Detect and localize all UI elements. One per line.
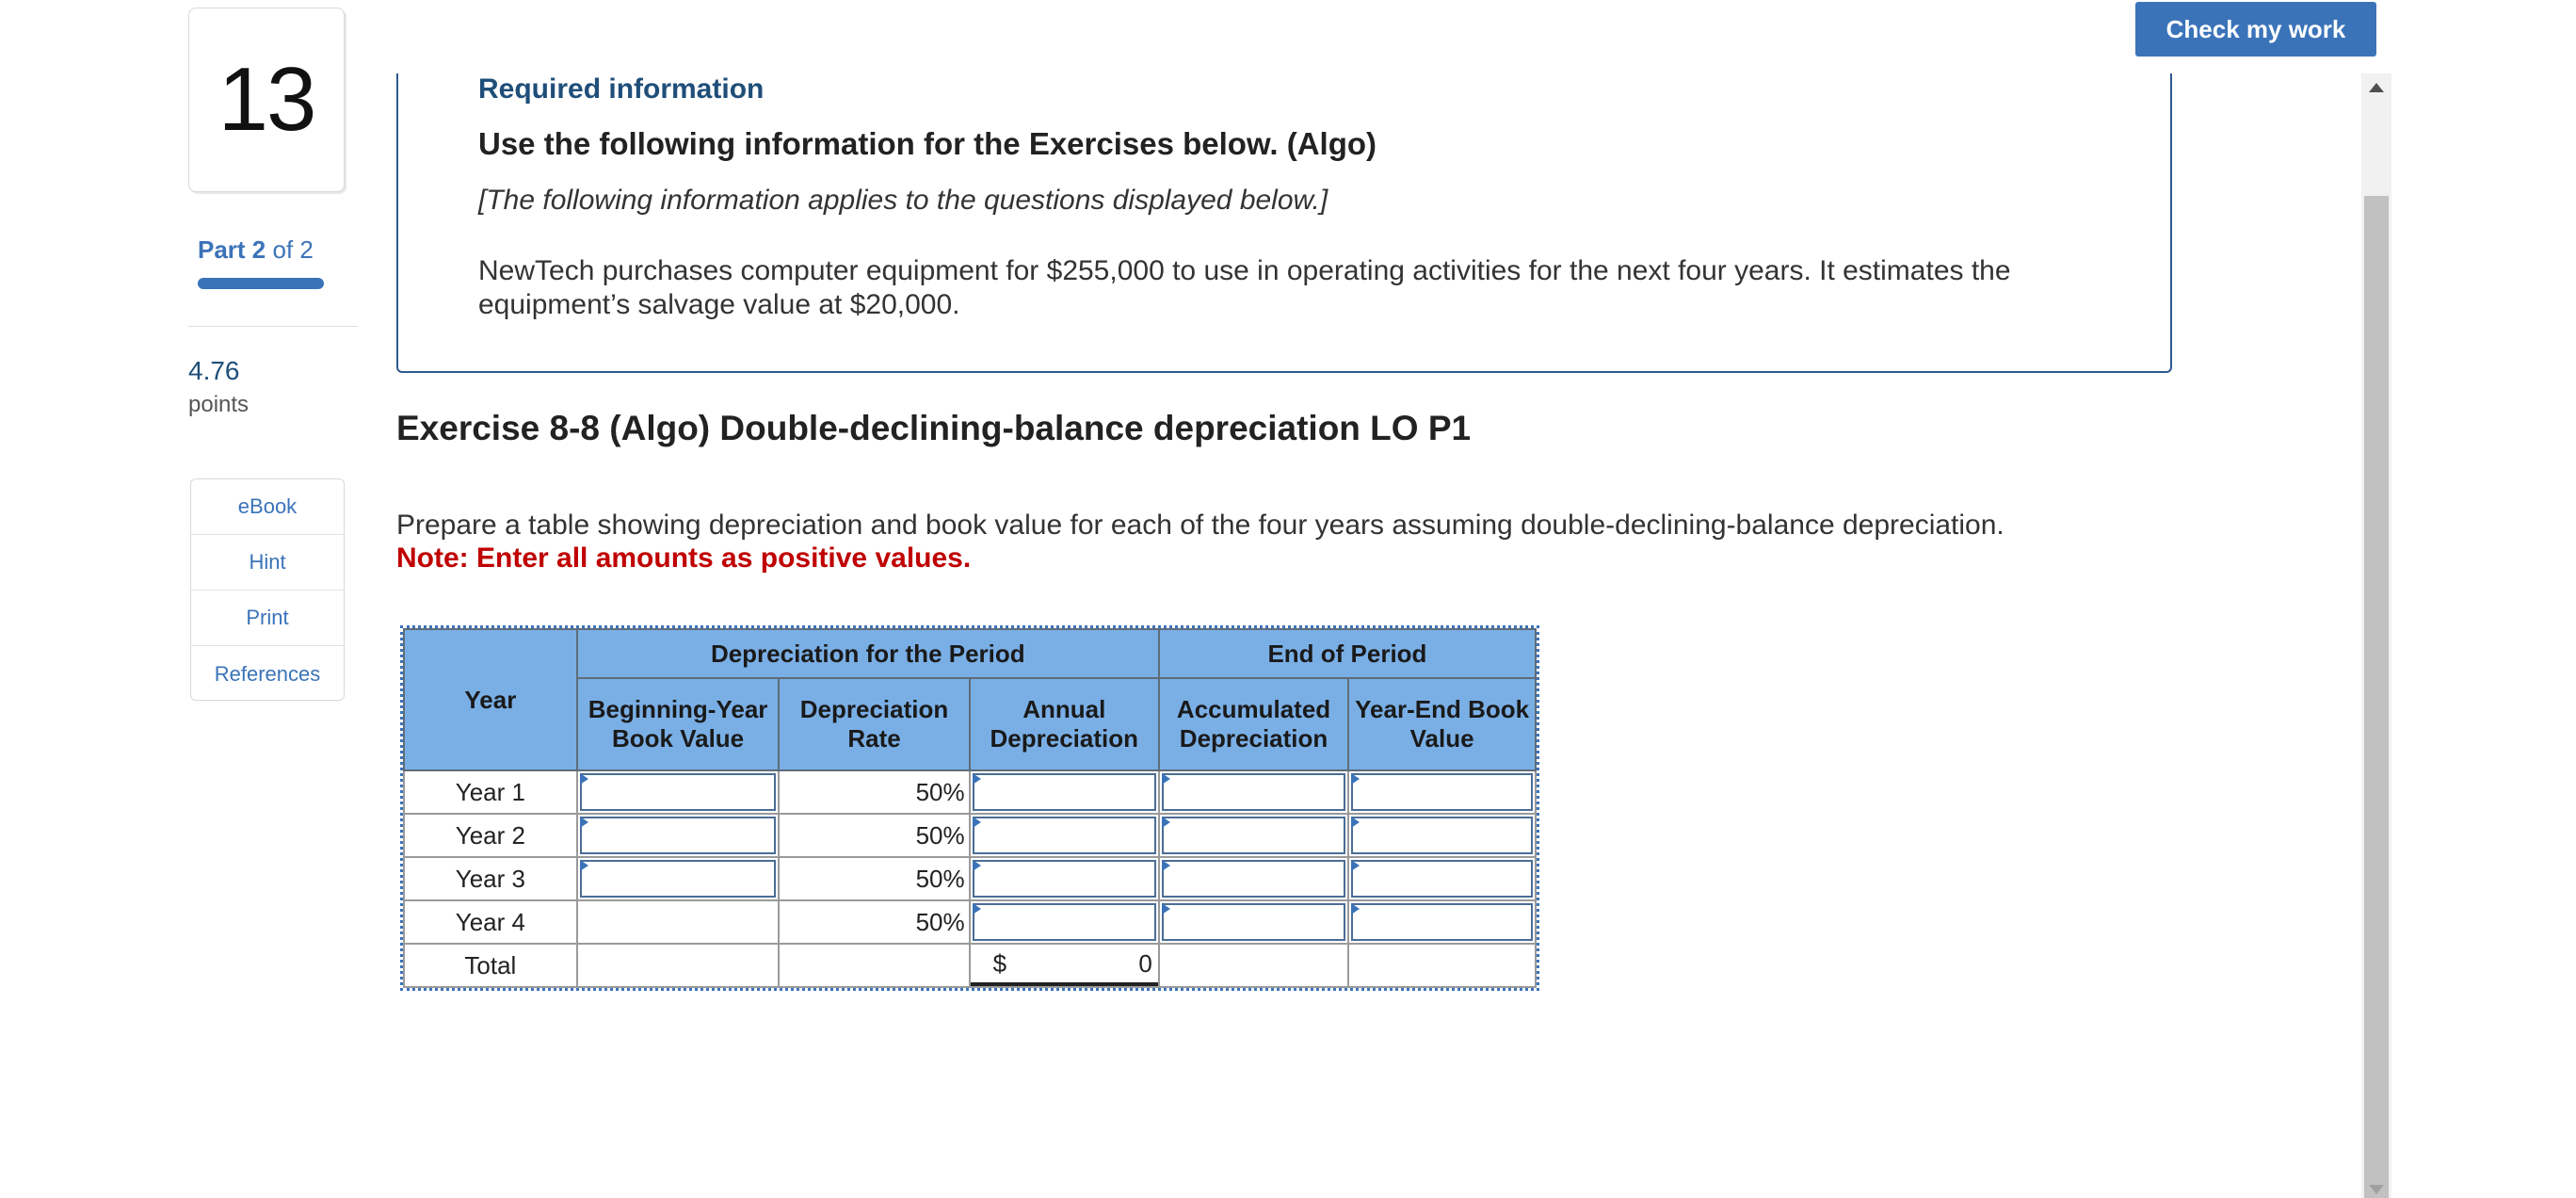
- annual-depreciation-input[interactable]: [973, 903, 1156, 941]
- part-current: Part 2: [198, 235, 266, 264]
- table-row: [404, 900, 1536, 944]
- accumulated-depreciation-cell: [1159, 770, 1348, 814]
- part-total: of 2: [266, 235, 314, 264]
- exercise-instruction: Prepare a table showing depreciation and book value for each of the four years assuming double-declining-balance depreciation.: [396, 510, 2004, 541]
- ebook-link[interactable]: eBook: [191, 479, 344, 535]
- row-year-label: Year 1: [404, 770, 577, 814]
- depreciation-table: [403, 628, 1537, 988]
- beginning-book-value-cell: [577, 770, 780, 814]
- scroll-down-arrow-icon[interactable]: [2369, 1185, 2384, 1194]
- scrollbar-thumb[interactable]: [2364, 196, 2389, 1198]
- accumulated-depreciation-cell: [1159, 900, 1348, 944]
- accumulated-depreciation-input[interactable]: [1162, 860, 1345, 898]
- header-accumulated-depreciation: Accumulated Depreciation: [1159, 678, 1348, 770]
- year-end-book-value-input[interactable]: [1351, 860, 1533, 898]
- required-info-title: Required information: [478, 73, 765, 105]
- header-end-of-period: End of Period: [1159, 629, 1536, 678]
- row-year-label: Year 3: [404, 857, 577, 900]
- total-annual-depreciation-cell: [970, 944, 1159, 987]
- accumulated-depreciation-input[interactable]: [1162, 903, 1345, 941]
- year-end-book-value-input[interactable]: [1351, 773, 1533, 811]
- total-label: Total: [404, 944, 577, 987]
- annual-depreciation-input[interactable]: [973, 773, 1156, 811]
- check-my-work-button[interactable]: Check my work: [2135, 2, 2376, 57]
- exercise-title: Exercise 8-8 (Algo) Double-declining-balance depreciation LO P1: [396, 409, 1472, 447]
- currency-symbol: $: [992, 948, 1007, 978]
- required-info-box: [396, 73, 2172, 373]
- print-link[interactable]: Print: [191, 591, 344, 646]
- header-annual-depreciation: Annual Depreciation: [970, 678, 1159, 770]
- part-indicator: [198, 235, 314, 265]
- year-end-book-value-input[interactable]: [1351, 903, 1533, 941]
- beginning-book-value-input[interactable]: [580, 773, 777, 811]
- part-progress-bar: [198, 278, 324, 289]
- depreciation-rate-value: 50%: [915, 864, 965, 893]
- year-end-book-value-input[interactable]: [1351, 817, 1533, 854]
- total-annual-depreciation: [971, 945, 1158, 986]
- year-end-book-value-cell: [1348, 814, 1536, 857]
- row-year-label: Year 4: [404, 900, 577, 944]
- accumulated-depreciation-input[interactable]: [1162, 773, 1345, 811]
- header-year-end-book-value: Year-End Book Value: [1348, 678, 1536, 770]
- beginning-book-value-input[interactable]: [580, 817, 777, 854]
- header-depreciation-period: Depreciation for the Period: [577, 629, 1159, 678]
- beginning-book-value-cell: [577, 857, 780, 900]
- info-heading: Use the following information for the Exercises below. (Algo): [478, 126, 1377, 161]
- annual-depreciation-cell: [970, 900, 1159, 944]
- header-beginning-book-value: Beginning-Year Book Value: [577, 678, 780, 770]
- depreciation-rate-cell: [779, 770, 969, 814]
- info-italic-note: [The following information applies to the questions displayed below.]: [478, 185, 1328, 216]
- depreciation-rate-value: 50%: [915, 907, 965, 936]
- exercise-note: Note: Enter all amounts as positive values.: [396, 542, 972, 574]
- depreciation-rate-cell: [779, 900, 969, 944]
- header-depreciation-rate: Depreciation Rate: [779, 678, 969, 770]
- accumulated-depreciation-input[interactable]: [1162, 817, 1345, 854]
- total-row: [404, 944, 1536, 987]
- accumulated-depreciation-cell: [1159, 814, 1348, 857]
- depreciation-rate-cell: [779, 857, 969, 900]
- beginning-book-value-cell: [577, 814, 780, 857]
- depreciation-table-wrapper: [400, 625, 1539, 991]
- header-year: Year: [404, 629, 577, 770]
- total-blank-cell: [577, 944, 780, 987]
- year-end-book-value-cell: [1348, 857, 1536, 900]
- depreciation-rate-cell: [779, 814, 969, 857]
- total-blank-cell: [779, 944, 969, 987]
- resource-tools: [190, 478, 345, 701]
- question-number: 13: [188, 8, 345, 192]
- annual-depreciation-input[interactable]: [973, 860, 1156, 898]
- table-row: [404, 814, 1536, 857]
- table-row: [404, 857, 1536, 900]
- total-blank-cell: [1348, 944, 1536, 987]
- total-value: 0: [1138, 948, 1152, 978]
- year-end-book-value-cell: [1348, 770, 1536, 814]
- annual-depreciation-cell: [970, 814, 1159, 857]
- annual-depreciation-cell: [970, 857, 1159, 900]
- sidebar-divider: [188, 326, 358, 327]
- scenario-text: NewTech purchases computer equipment for $255,000 to use in operating activities for the next four years. It estimates the equipment’s salvage value at $20,000.: [478, 255, 2011, 320]
- scroll-up-arrow-icon[interactable]: [2369, 83, 2384, 92]
- depreciation-rate-value: 50%: [915, 777, 965, 806]
- year-end-book-value-cell: [1348, 900, 1536, 944]
- table-row: [404, 770, 1536, 814]
- beginning-book-value-input[interactable]: [580, 860, 777, 898]
- references-link[interactable]: References: [214, 661, 321, 686]
- accumulated-depreciation-cell: [1159, 857, 1348, 900]
- annual-depreciation-cell: [970, 770, 1159, 814]
- annual-depreciation-input[interactable]: [973, 817, 1156, 854]
- points-label: points: [188, 392, 250, 417]
- total-blank-cell: [1159, 944, 1348, 987]
- beginning-book-value-cell: [577, 900, 780, 944]
- points-value: 4.76: [188, 356, 240, 385]
- depreciation-rate-value: 50%: [915, 820, 965, 850]
- row-year-label: Year 2: [404, 814, 577, 857]
- hint-link[interactable]: Hint: [191, 535, 344, 591]
